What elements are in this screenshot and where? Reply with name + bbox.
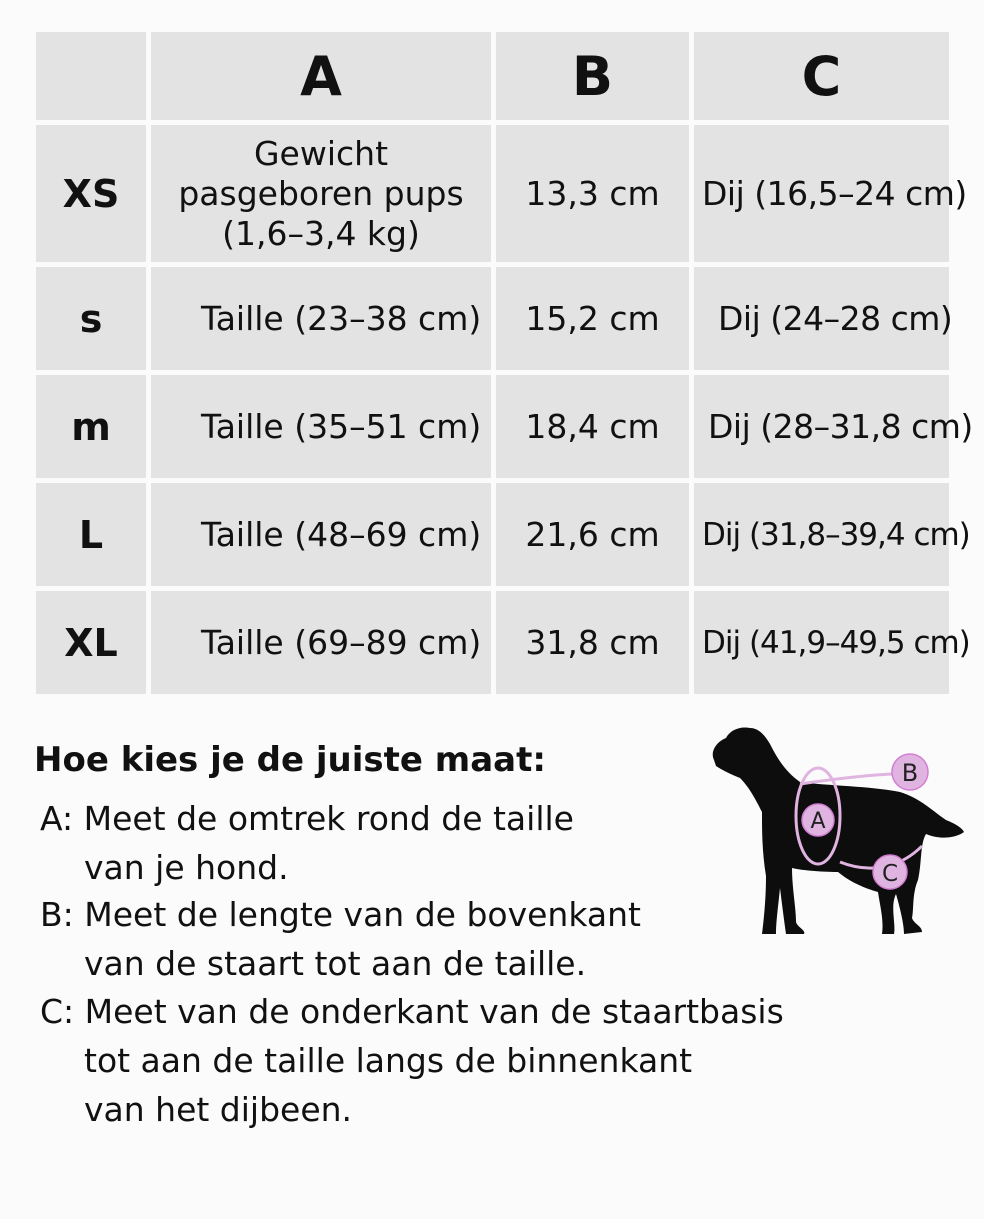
s-b-cell: 15,2 cm	[496, 267, 689, 370]
l-b-cell: 21,6 cm	[496, 483, 689, 586]
xs-b-cell: 13,3 cm	[496, 125, 689, 262]
xs-a-cell	[151, 125, 491, 262]
xl-c-cell: Dij (41,9–49,5 cm)	[694, 591, 949, 694]
size-label-m: m	[36, 375, 146, 478]
m-a-cell: Taille (35–51 cm)	[151, 375, 491, 478]
marker-b-label: B	[901, 759, 919, 787]
instruction-c-line-3: van het dijbeen.	[84, 1090, 353, 1129]
s-c-cell: Dij (24–28 cm)	[694, 267, 949, 370]
instruction-c	[40, 987, 784, 1134]
instruction-c-line-1: C: Meet van de onderkant van de staartbasis	[40, 992, 784, 1031]
instruction-a-line-1: A: Meet de omtrek rond de taille	[40, 799, 574, 838]
measure-b-line	[800, 774, 896, 784]
header-b: B	[496, 32, 689, 120]
xl-b-cell: 31,8 cm	[496, 591, 689, 694]
xs-a-line-2: pasgeboren pups	[178, 173, 464, 213]
l-c-cell: Dij (31,8–39,4 cm)	[694, 483, 949, 586]
xs-c-cell: Dij (16,5–24 cm)	[694, 125, 949, 262]
instruction-c-line-2: tot aan de taille langs de binnenkant	[84, 1041, 693, 1080]
size-label-s: s	[36, 267, 146, 370]
instruction-b	[40, 890, 641, 988]
s-a-cell: Taille (23–38 cm)	[151, 267, 491, 370]
header-c: C	[694, 32, 949, 120]
xs-a-line-3: (1,6–3,4 kg)	[222, 213, 420, 253]
header-a: A	[151, 32, 491, 120]
size-label-xl: XL	[36, 591, 146, 694]
m-b-cell: 18,4 cm	[496, 375, 689, 478]
size-label-l: L	[36, 483, 146, 586]
size-table	[36, 32, 973, 694]
instruction-a	[40, 794, 574, 892]
m-c-cell: Dij (28–31,8 cm)	[694, 375, 949, 478]
marker-c-label: C	[881, 861, 899, 887]
xl-a-cell: Taille (69–89 cm)	[151, 591, 491, 694]
instruction-b-line-2: van de staart tot aan de taille.	[84, 944, 587, 983]
header-corner-cell	[36, 32, 146, 120]
l-a-cell: Taille (48–69 cm)	[151, 483, 491, 586]
instruction-b-line-1: B: Meet de lengte van de bovenkant	[40, 895, 641, 934]
marker-a-label: A	[810, 809, 826, 834]
size-label-xs: XS	[36, 125, 146, 262]
howto-title: Hoe kies je de juiste maat:	[34, 740, 546, 780]
dog-measurement-illustration	[700, 712, 972, 948]
xs-a-line-1: Gewicht	[253, 133, 389, 173]
instruction-a-line-2: van je hond.	[84, 848, 289, 887]
